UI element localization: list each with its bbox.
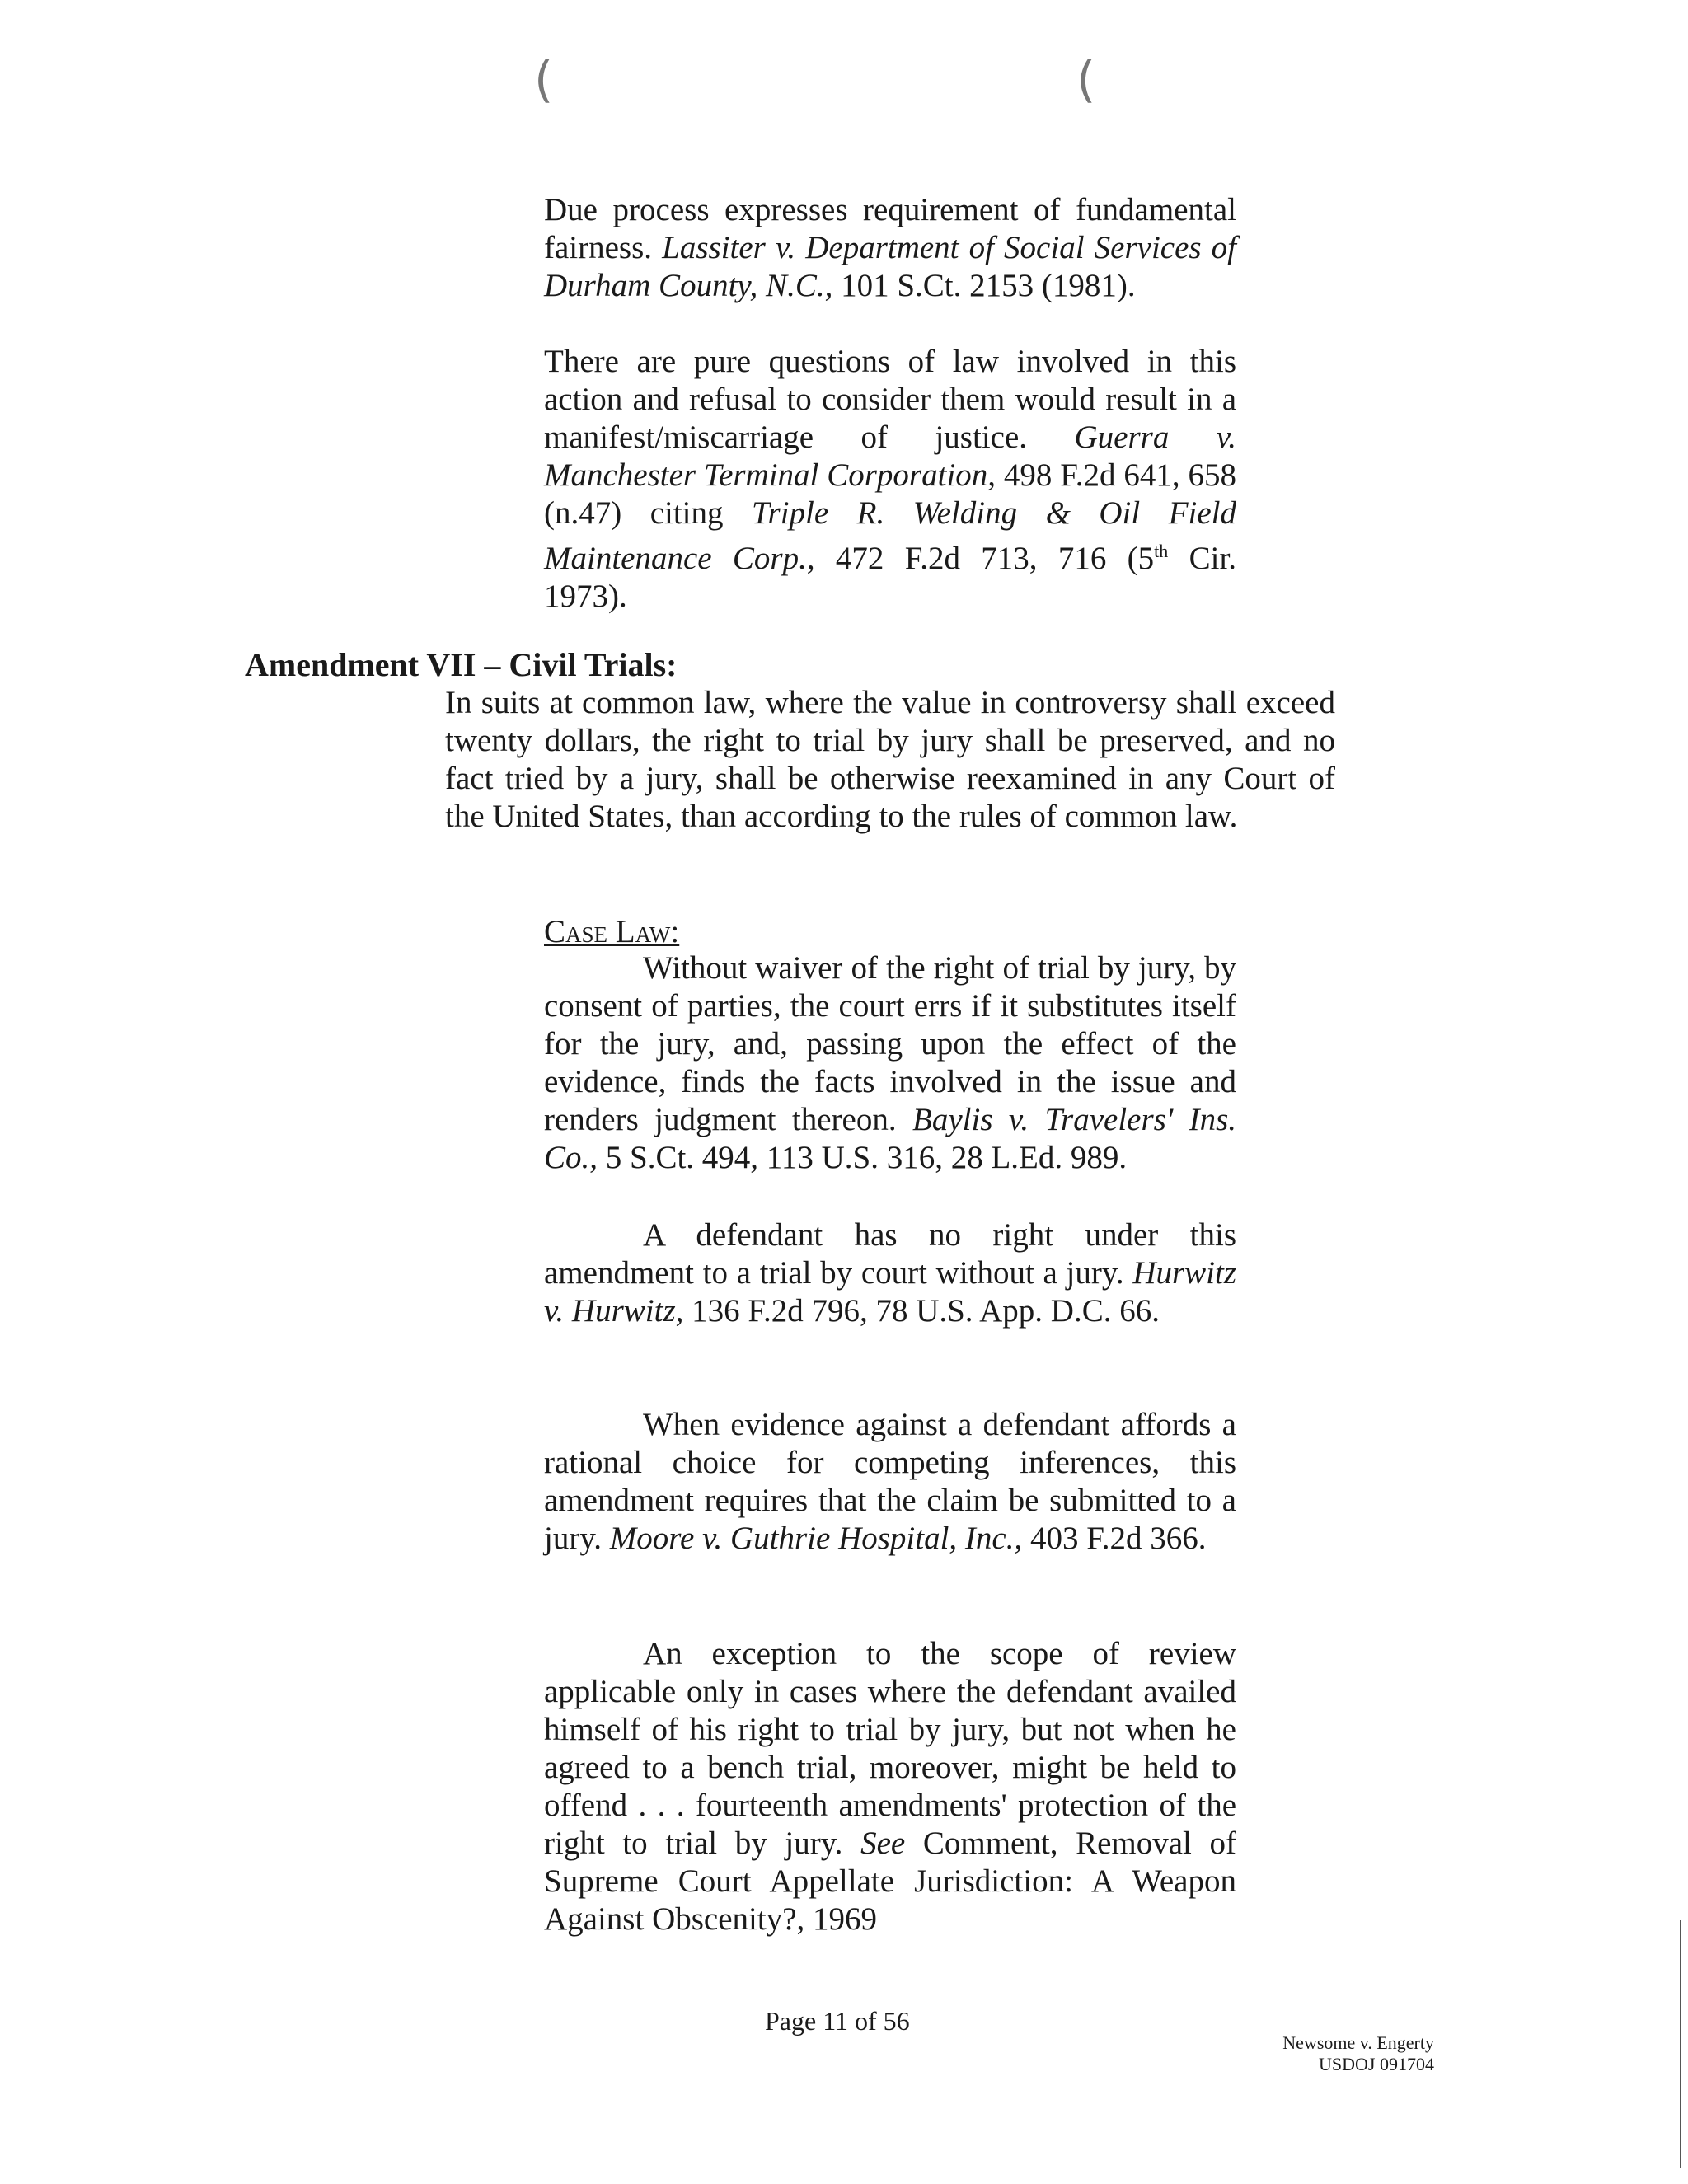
- scan-edge-line: [1680, 1920, 1681, 2168]
- guerra-citation: Guerra v. Manchester Terminal Corporation,: [544, 419, 1236, 493]
- amendment-heading: Amendment VII – Civil Trials:: [245, 646, 678, 683]
- scan-mark-left: (: [534, 51, 554, 109]
- hurwitz-citation-rest: 136 F.2d 796, 78 U.S. App. D.C. 66.: [692, 1293, 1160, 1329]
- moore-text: When evidence against a defendant affords a rational choice for competing inferences, this amendment requires that the claim be submitted to a jury.: [544, 1407, 1236, 1556]
- due-process-paragraph: [544, 191, 1236, 305]
- guerra-citation-rest: 498 F.2d 641, 658 (n.47) citing: [544, 457, 1237, 531]
- bates-number: USDOJ 091704: [1319, 2054, 1434, 2074]
- pure-questions-text: There are pure questions of law involved in this action and refusal to consider them would result in a manifest/miscarriage of justice.: [544, 344, 1236, 455]
- hurwitz-text: A defendant has no right under this amendment to a trial by court without a jury.: [544, 1217, 1236, 1291]
- moore-citation-rest: 403 F.2d 366.: [1029, 1521, 1207, 1556]
- case-law-paragraph: [544, 1406, 1236, 1558]
- case-law-paragraph: [544, 1216, 1236, 1330]
- pure-questions-paragraph: [544, 343, 1236, 616]
- baylis-text: Without waiver of the right of trial by jury, by consent of parties, the court errs if it substitutes itself for the jury, and, passing upon the effect of the evidence, finds the facts involved in the issue and renders judgment thereon.: [544, 950, 1236, 1137]
- exception-text: An exception to the scope of review applicable only in cases where the defendant availed himself of his right to trial by jury, but not when he agreed to a bench trial, moreover, might be held to offend . . . fourteenth amendments' protection of the right to trial by jury.: [544, 1636, 1236, 1861]
- case-law-heading: Case Law:: [544, 914, 680, 949]
- baylis-citation-rest: 5 S.Ct. 494, 113 U.S. 316, 28 L.Ed. 989.: [605, 1140, 1128, 1175]
- case-law-paragraph: [544, 949, 1236, 1177]
- scan-mark-right: (: [1076, 51, 1096, 109]
- see-signal: See: [860, 1825, 906, 1861]
- comment-citation: Comment, Removal of Supreme Court Appellate Jurisdiction: A Weapon Against Obscenity?, 1969: [544, 1825, 1237, 1937]
- triple-r-citation: Triple R. Welding & Oil Field Maintenance Corp.,: [544, 495, 1236, 576]
- page-number: Page 11 of 56: [765, 2006, 910, 2036]
- bates-stamp: [1220, 2032, 1434, 2075]
- moore-citation: Moore v. Guthrie Hospital, Inc.,: [609, 1521, 1023, 1556]
- ordinal-suffix: th: [1154, 541, 1169, 561]
- baylis-citation: Baylis v. Travelers' Ins. Co.,: [544, 1102, 1237, 1175]
- lassiter-citation: Lassiter v. Department of Social Services of Durham County, N.C.,: [544, 230, 1237, 303]
- hurwitz-citation: Hurwitz v. Hurwitz,: [544, 1255, 1237, 1329]
- triple-r-citation-end: Cir. 1973).: [544, 541, 1237, 614]
- case-law-paragraph: [544, 1635, 1236, 1938]
- due-process-text: Due process expresses requirement of fundamental fairness.: [544, 192, 1236, 265]
- amendment-text: In suits at common law, where the value in controversy shall exceed twenty dollars, the right to trial by jury shall be preserved, and no fact tried by a jury, shall be otherwise reexamined in any Court of the United States, than according to the rules of common law.: [445, 685, 1335, 834]
- lassiter-citation-rest: 101 S.Ct. 2153 (1981).: [841, 268, 1136, 303]
- bates-case-name: Newsome v. Engerty: [1282, 2032, 1434, 2053]
- triple-r-citation-rest: 472 F.2d 713, 716 (5: [835, 541, 1155, 576]
